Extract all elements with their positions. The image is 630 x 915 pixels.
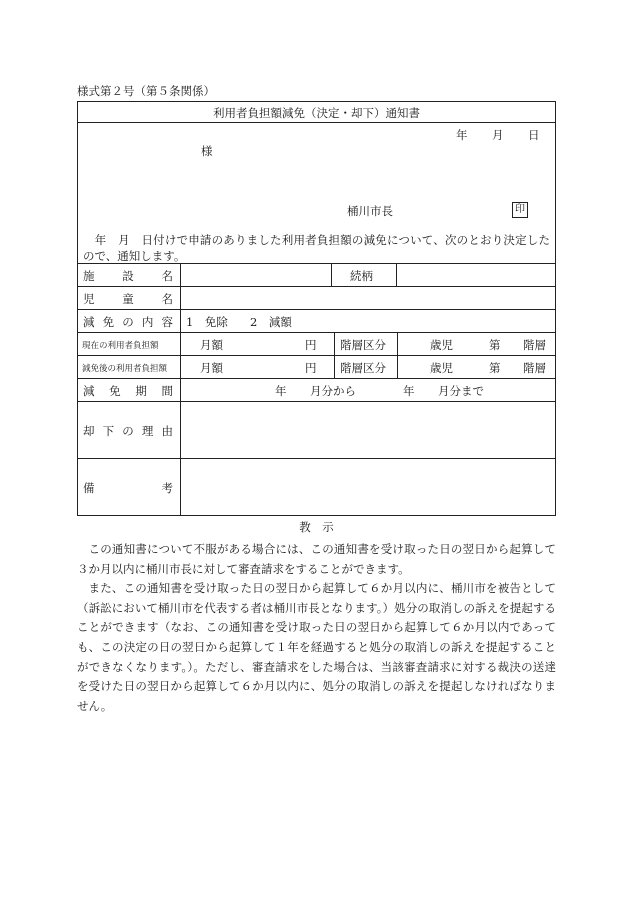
option-reduction: 2 減額 — [250, 315, 292, 329]
after-burden-label: 減免後の利用者負担額 — [82, 364, 168, 374]
rule-rejection — [77, 401, 556, 402]
relation-label: 続柄 — [350, 269, 373, 283]
option-exemption: 1 免除 — [186, 315, 228, 329]
date-month: 月 — [492, 128, 504, 142]
current-age: 歳児 — [430, 338, 453, 352]
rule-period — [77, 378, 556, 379]
relation-divider — [396, 263, 397, 286]
remarks-label: 備 考 — [83, 481, 173, 495]
period-year-from: 年 — [275, 384, 287, 398]
after-tier: 階層 — [523, 361, 546, 375]
tier-divider — [397, 332, 398, 378]
current-tier: 階層 — [523, 338, 546, 352]
current-yen: 円 — [305, 338, 317, 352]
form-number: 様式第２号（第５条関係） — [77, 84, 215, 98]
notice-heading: 教 示 — [299, 520, 334, 534]
after-yen: 円 — [305, 361, 317, 375]
after-age: 歳児 — [430, 361, 453, 375]
after-monthly-label: 月額 — [200, 361, 223, 375]
current-tier-label: 階層区分 — [340, 338, 386, 352]
issuer-name: 桶川市長 — [347, 204, 393, 218]
current-burden-label: 現在の利用者負担額 — [82, 341, 159, 351]
addressee-suffix: 様 — [201, 144, 213, 158]
rule-reduction — [77, 309, 556, 310]
notice-paragraph-2: また、この通知書を受け取った日の翌日から起算して６か月以内に、桶川市を被告として（訴訟において桶川市を代表する者は桶川市長となります。）処分の取消しの訴えを提起することができます（なお、この通知書を受け取った日の翌日から起算して６か月以内であっても、この決定の日の翌日から起算して１年を経過すると処分の取消しの訴えを提起することができなくなります。）。ただし、審査請求をした場合は、当該審査請求に対する裁決の送達を受けた日の翌日から起算して６か月以内に、処分の取消しの訴えを提起しなければなりません。 — [77, 581, 556, 713]
after-dai: 第 — [489, 361, 501, 375]
rule-child — [77, 286, 556, 287]
amount-divider — [334, 332, 335, 378]
notice-paragraph-1: この通知書について不服がある場合には、この通知書を受け取った日の翌日から起算して３か月以内に桶川市長に対して審査請求をすることができます。 — [77, 542, 556, 576]
rule-after — [77, 355, 556, 356]
rule-remarks — [77, 458, 556, 459]
child-label: 児 童 名 — [83, 292, 173, 306]
period-year-to: 年 — [403, 384, 415, 398]
document-title: 利用者負担額減免（決定・却下）通知書 — [213, 106, 420, 120]
seal-mark: 印 — [512, 202, 528, 218]
period-from: 月分から — [310, 384, 356, 398]
date-year: 年 — [456, 128, 468, 142]
period-label: 減 免 期 間 — [83, 384, 173, 398]
date-day: 日 — [528, 128, 540, 142]
facility-label: 施 設 名 — [83, 269, 173, 283]
reduction-label: 減 免 の 内 容 — [83, 315, 173, 329]
rule-current — [77, 332, 556, 333]
facility-divider — [331, 263, 332, 286]
after-tier-label: 階層区分 — [340, 361, 386, 375]
rule-title — [77, 122, 556, 123]
current-dai: 第 — [489, 338, 501, 352]
notice-body — [77, 540, 556, 716]
label-column-divider — [180, 263, 181, 516]
period-to: 月分まで — [438, 384, 484, 398]
intro-text: 年 月 日付けで申請のありました利用者負担額の減免について、次のとおり決定したので、通知します。 — [83, 233, 550, 263]
current-monthly-label: 月額 — [200, 338, 223, 352]
rejection-label: 却 下 の 理 由 — [83, 424, 173, 438]
